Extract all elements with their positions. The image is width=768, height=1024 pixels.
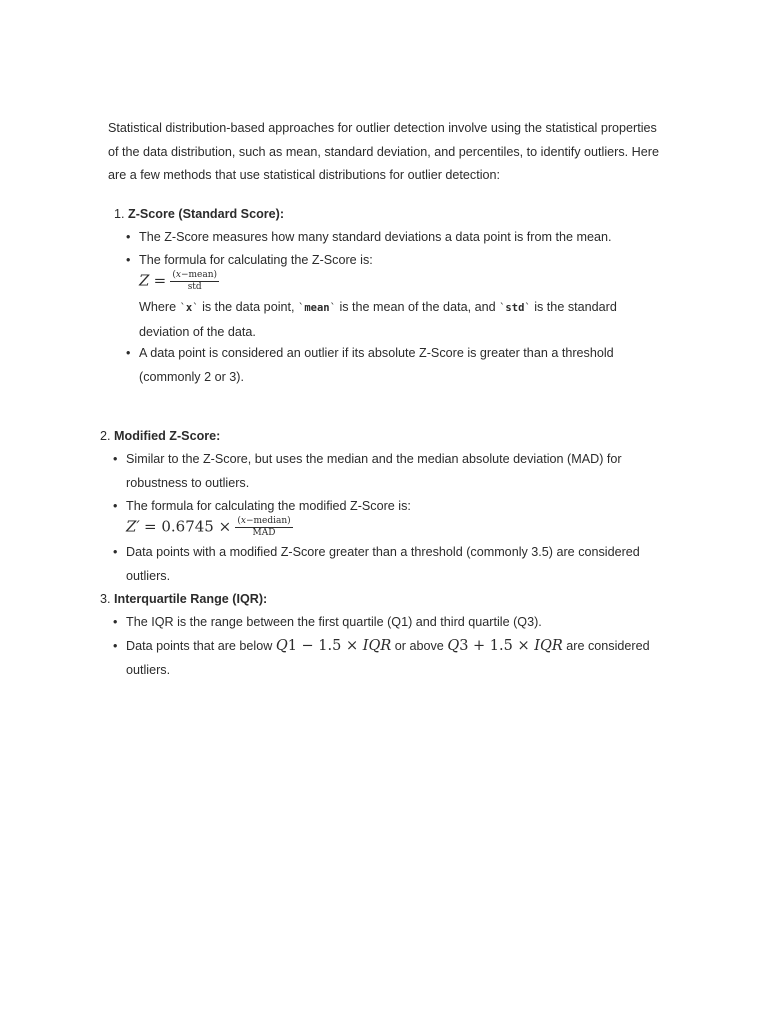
bullet-text: The IQR is the range between the first quartile (Q1) and third quartile (Q3). <box>126 615 542 629</box>
list-item <box>113 495 666 519</box>
list-item <box>113 448 651 495</box>
section-heading <box>100 588 267 611</box>
list-item <box>126 249 669 273</box>
where-text: is the mean of the data, and <box>335 300 500 314</box>
bullet-text: Similar to the Z-Score, but uses the median and the median absolute deviation (MAD) for robustness to outliers. <box>126 452 622 490</box>
math-iqr: IQR <box>362 638 392 654</box>
bullet-dot: • <box>113 499 118 513</box>
backtick: ` <box>329 302 336 314</box>
list-item <box>126 226 669 250</box>
backtick: ` <box>179 302 186 314</box>
where-text: is the data point, <box>198 300 298 314</box>
bullet-text-part: Data points that are below <box>126 639 276 653</box>
backtick: ` <box>524 302 531 314</box>
section-number: 2. <box>100 429 111 443</box>
code-std: std <box>505 302 525 314</box>
section-heading <box>100 425 220 448</box>
bullet-text-part: are considered outliers. <box>126 639 650 677</box>
formula-fraction <box>235 516 292 539</box>
bullet-dot: • <box>113 452 118 466</box>
bullet-text: The formula for calculating the Z-Score is: <box>139 253 373 267</box>
math-iqr: IQR <box>534 638 563 654</box>
numerator-open: ( <box>172 270 176 280</box>
code-x: x <box>185 302 193 314</box>
section-number: 1. <box>114 207 125 221</box>
numerator-rest: −mean) <box>180 270 218 280</box>
fraction-denominator: MAD <box>252 528 276 538</box>
code-mean: mean <box>304 302 330 314</box>
bullet-text <box>126 639 650 677</box>
section-title: Interquartile Range (IQR): <box>114 592 268 606</box>
section-title: Modified Z-Score: <box>114 429 221 443</box>
list-item <box>113 611 666 635</box>
where-text: Where <box>139 300 180 314</box>
section-heading <box>114 203 284 226</box>
backtick: ` <box>192 302 199 314</box>
numerator-rest: −median) <box>245 516 291 526</box>
list-item <box>113 541 666 588</box>
fraction-numerator <box>235 516 292 528</box>
section-title: Z-Score (Standard Score): <box>128 207 285 221</box>
math-q: Q <box>275 638 288 654</box>
where-explanation <box>139 296 669 344</box>
math-expression-lower <box>276 638 391 654</box>
bullet-dot: • <box>126 346 131 360</box>
numerator-variable: x <box>240 516 246 526</box>
section-number: 3. <box>100 592 111 606</box>
bullet-dot: • <box>113 615 118 629</box>
bullet-text-part: or above <box>391 639 448 653</box>
intro-paragraph: Statistical distribution-based approaches for outlier detection involve using the statistical properties of the data distribution, such as mean, standard deviation, and percentiles, to identify outliers. Here are a few methods that use statistical distributions for outlier detection: <box>108 121 659 182</box>
backtick: ` <box>298 302 305 314</box>
math-q: Q <box>447 638 460 654</box>
fraction-numerator <box>170 270 219 282</box>
z-score-formula <box>139 270 219 293</box>
formula-lhs: Z <box>139 271 150 290</box>
math-rest: 1 − 1.5 × <box>287 638 363 654</box>
bullet-text: The formula for calculating the modified Z-Score is: <box>126 499 411 513</box>
bullet-dot: • <box>113 545 118 559</box>
formula-fraction <box>170 270 219 293</box>
bullet-text: The Z-Score measures how many standard deviations a data point is from the mean. <box>139 230 612 244</box>
modified-z-score-formula <box>126 516 293 539</box>
bullet-dot: • <box>126 253 131 267</box>
bullet-text: A data point is considered an outlier if its absolute Z-Score is greater than a threshold (commonly 2 or 3). <box>139 346 614 384</box>
formula-equals: = <box>153 271 167 290</box>
formula-coefficient: = 0.6745 × <box>144 517 232 536</box>
bullet-dot: • <box>126 230 131 244</box>
formula-lhs: Z′ <box>126 517 140 536</box>
where-text: is the standard deviation of the data. <box>139 300 617 339</box>
math-rest: 3 + 1.5 × <box>459 638 535 654</box>
backtick: ` <box>499 302 506 314</box>
bullet-text: Data points with a modified Z-Score greater than a threshold (commonly 3.5) are considered outliers. <box>126 545 640 583</box>
numerator-open: ( <box>237 516 241 526</box>
numerator-variable: x <box>175 270 181 280</box>
list-item <box>113 635 666 682</box>
bullet-dot: • <box>113 639 118 653</box>
math-expression-upper <box>447 638 562 654</box>
list-item <box>126 342 644 389</box>
fraction-denominator: std <box>187 282 202 292</box>
